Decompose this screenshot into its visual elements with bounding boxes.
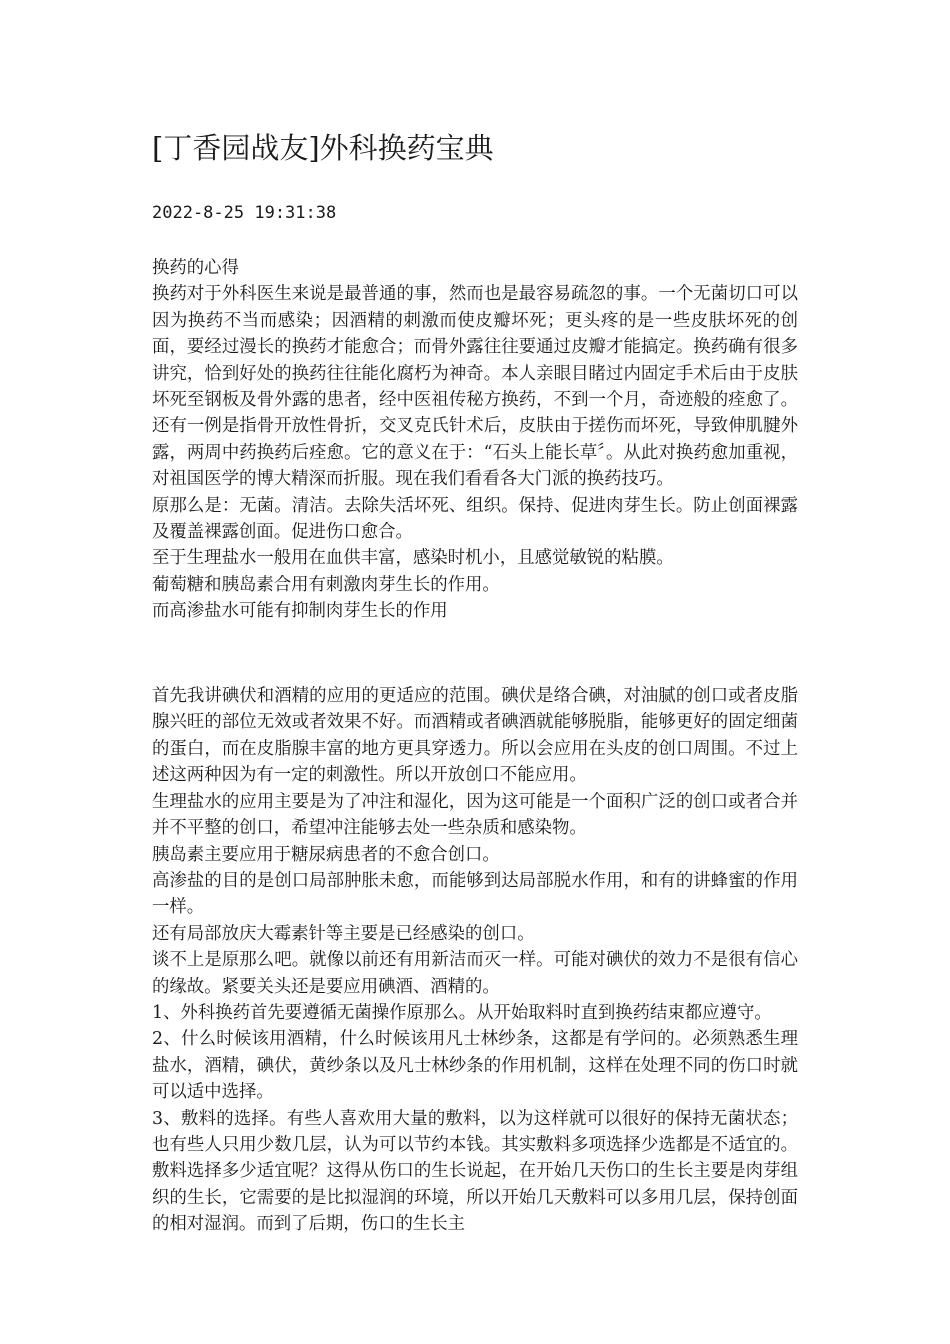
paragraph: 葡萄糖和胰岛素合用有刺激肉芽生长的作用。	[152, 574, 500, 595]
paragraph: 而高渗盐水可能有抑制肉芽生长的作用	[152, 601, 448, 622]
paragraph: 1、外科换药首先要遵循无菌操作原那么。从开始取料时直到换药结束都应遵守。	[152, 1002, 772, 1023]
document-title: [丁香园战友]外科换药宝典	[152, 131, 494, 165]
paragraph: 至于生理盐水一般用在血供丰富，感染时机小，且感觉敏锐的粘膜。	[152, 548, 674, 569]
document-body	[152, 255, 798, 1238]
paragraph: 谈不上是原那么吧。就像以前还有用新洁而灭一样。可能对碘伏的效力不是很有信心的缘故。紧要关头还是要应用碘酒、酒精的。	[152, 950, 798, 997]
document-timestamp: 2022-8-25 19:31:38	[152, 203, 337, 223]
paragraph: 原那么是：无菌。清洁。去除失活坏死、组织。保持、促进肉芽生长。防止创面裸露及覆盖裸露创面。促进伤口愈合。	[152, 495, 798, 543]
paragraph: 高渗盐的目的是创口局部肿胀未愈，而能够到达局部脱水作用，和有的讲蜂蜜的作用一样。	[152, 870, 798, 918]
paragraph: 换药对于外科医生来说是最普通的事，然而也是最容易疏忽的事。一个无菌切口可以因为换药不当而感染；因酒精的刺激而使皮瓣坏死；更头疼的是一些皮肤坏死的创面，要经过漫长的换药才能愈合；而骨外露往往要通过皮瓣才能搞定。换药确有很多讲究，恰到好处的换药往往能化腐朽为神奇。本人亲眼目睹过内固定手术后由于皮肤坏死至钢板及骨外露的患者，经中医祖传秘方换药，不到一个月，奇迹般的痊愈了。还有一例是指骨开放性骨折，交叉克氏针术后，皮肤由于搓伤而坏死，导致伸肌腱外露，两周中药换药后痊愈。它的意义在于：“石头上能长草〞。从此对换药愈加重视，对祖国医学的博大精深而折服。现在我们看看各大门派的换药技巧。	[152, 284, 798, 490]
paragraph: 还有局部放庆大霉素针等主要是已经感染的创口。	[152, 923, 535, 944]
paragraph: 生理盐水的应用主要是为了冲注和湿化，因为这可能是一个面积广泛的创口或者合并并不平整的创口，希望冲注能够去处一些杂质和感染物。	[152, 791, 798, 839]
paragraph: 首先我讲碘伏和酒精的应用的更适应的范围。碘伏是络合碘，对油腻的创口或者皮脂腺兴旺的部位无效或者效果不好。而酒精或者碘酒就能够脱脂，能够更好的固定细菌的蛋白，而在皮脂腺丰富的地方更具穿透力。所以会应用在头皮的创口周围。不过上述这两种因为有一定的刺激性。所以开放创口不能应用。	[152, 686, 798, 786]
paragraph: 2、什么时候该用酒精，什么时候该用凡士林纱条，这都是有学问的。必须熟悉生理盐水，酒精，碘伏，黄纱条以及凡士林纱条的作用机制，这样在处理不同的伤口时就可以适中选择。	[152, 1029, 798, 1103]
blank-line	[152, 641, 798, 667]
section-heading: 换药的心得	[152, 258, 239, 278]
document-page	[152, 130, 798, 1238]
paragraph: 3、敷料的选择。有些人喜欢用大量的敷料，以为这样就可以很好的保持无菌状态；也有些人只用少数几层，认为可以节约本钱。其实敷料多项选择少选都是不适宜的。敷料选择多少适宜呢？这得从伤口的生长说起，在开始几天伤口的生长主要是肉芽组织的生长，它需要的是比拟湿润的环境，所以开始几天敷料可以多用几层，保持创面的相对湿润。而到了后期，伤口的生长主	[152, 1108, 798, 1235]
paragraph: 胰岛素主要应用于糖尿病患者的不愈合创口。	[152, 844, 500, 865]
